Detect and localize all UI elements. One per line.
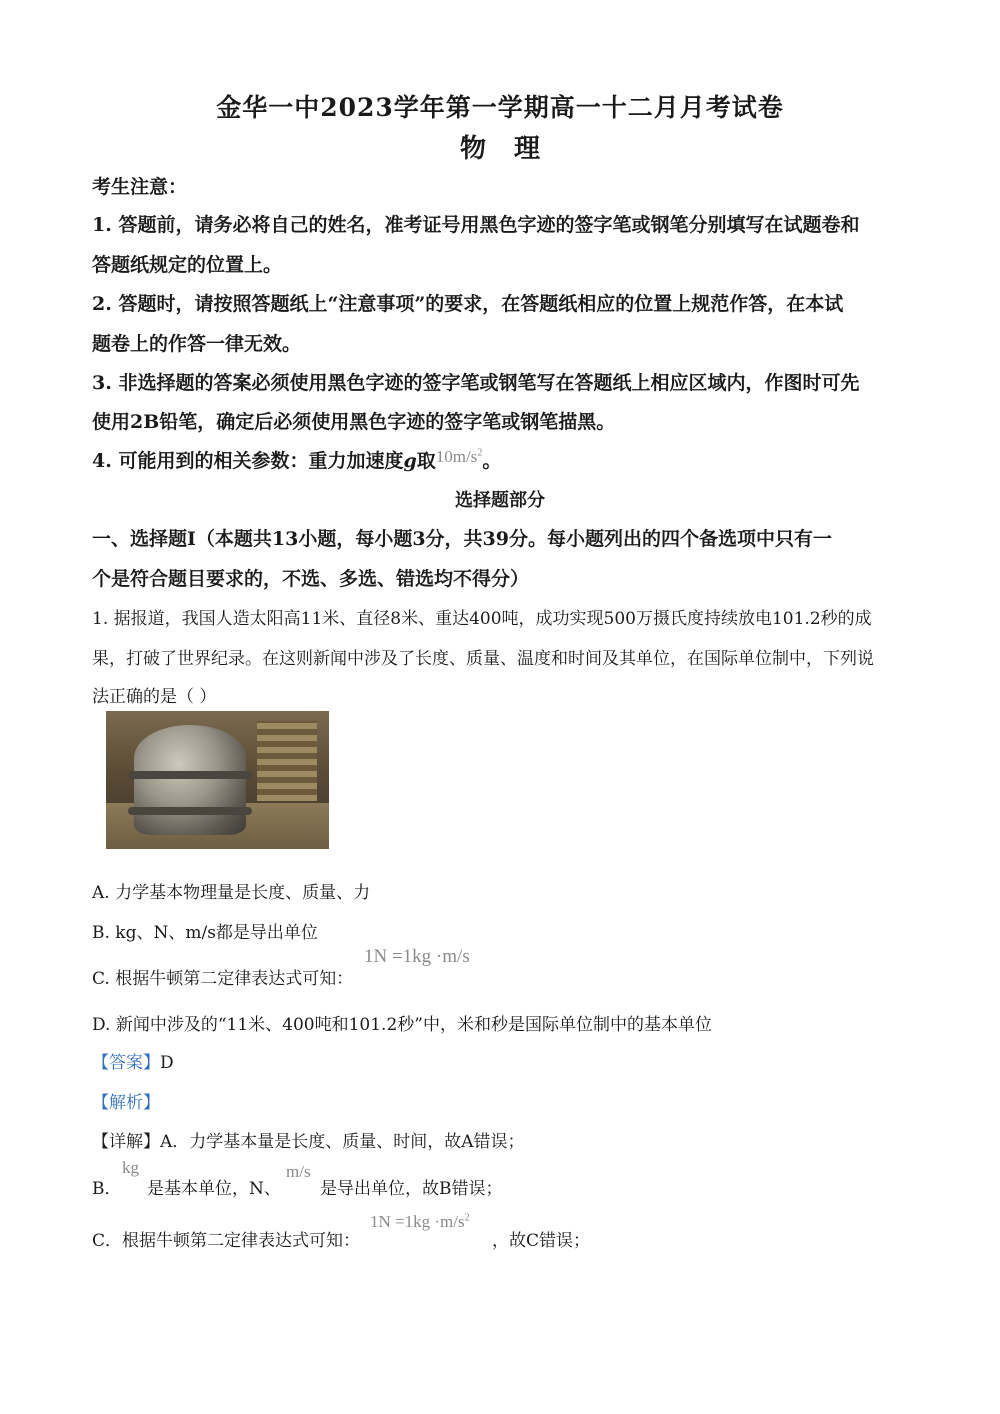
option-b: B. kg、N、m/s都是导出单位 [92,923,318,943]
detail-b-prefix: B． [92,1179,122,1199]
part-heading-line-2: 个是符合题目要求的，不选、多选、错选均不得分） [92,568,530,590]
photo-ring-1 [128,771,252,779]
tokamak-photo [106,711,329,849]
detail-c-formula-text: 1N =1kg ·m/s [370,1212,465,1231]
notice-item-2-line-2: 题卷上的作答一律无效。 [92,333,302,355]
notice-item-4-suffix: 。 [482,450,502,472]
detail-b-kg: kg [122,1158,139,1177]
answer-tag: 【答案】 [92,1053,160,1073]
part-heading-line-1: 一、选择题Ⅰ（本题共13小题，每小题3分，共39分。每小题列出的四个备选项中只有一 [92,528,832,550]
detail-c-formula [370,1212,470,1232]
answer-value: D [160,1053,174,1073]
exam-subject: 物理 [459,134,568,164]
detail-c-suffix: ，故C错误； [492,1231,591,1251]
notice-item-3-line-1: 3. 非选择题的答案必须使用黑色字迹的签字笔或钢笔写在答题纸上相应区域内，作图时可先 [92,372,860,394]
option-c-formula: 1N =1kg ·m/s [364,946,470,967]
detail-c-prefix: C．根据牛顿第二定律表达式可知： [92,1231,361,1251]
detail-c-formula-exponent: 2 [464,1212,470,1224]
photo-reactor [134,725,246,835]
detail-b-suffix: 是导出单位，故B错误； [320,1179,503,1199]
question-1-stem-line-2: 果，打破了世界纪录。在这则新闻中涉及了长度、质量、温度和时间及其单位，在国际单位制中，下列说 [92,649,874,669]
notice-item-1-line-1: 1. 答题前，请务必将自己的姓名，准考证号用黑色字迹的签字笔或钢笔分别填写在试题卷和 [92,214,860,236]
question-1-stem-line-3: 法正确的是（ ） [92,687,217,707]
question-1-stem-line-1: 1. 据报道，我国人造太阳高11米、直径8米、重达400吨，成功实现500万摄氏度持续放电101.2秒的成 [92,609,872,629]
exam-title: 金华一中2023学年第一学期高一十二月月考试卷 [216,93,784,122]
gravity-value-exponent: 2 [477,447,483,459]
photo-rack [257,721,317,801]
answer-line [92,1048,174,1073]
notice-item-3-line-2: 使用2B铅笔，确定后必须使用黑色字迹的签字笔或钢笔描黑。 [92,411,616,433]
gravity-symbol: g [403,450,417,472]
detail-b-mid: 是基本单位，N、 [147,1179,281,1199]
gravity-value [436,447,483,466]
notice-item-4-mid: 取 [416,450,436,472]
notice-item-1-line-2: 答题纸规定的位置上。 [92,254,283,276]
detail-a: 【详解】A．力学基本量是长度、质量、时间，故A错误； [92,1132,525,1152]
notice-item-4 [92,446,501,473]
photo-ring-2 [128,807,252,815]
option-a: A. 力学基本物理量是长度、质量、力 [92,883,371,903]
notice-heading: 考生注意： [92,176,188,198]
option-c: C. 根据牛顿第二定律表达式可知： [92,969,354,989]
gravity-value-text: 10m/s [435,447,478,466]
analysis-tag: 【解析】 [92,1093,160,1113]
option-d: D. 新闻中涉及的“11米、400吨和101.2秒”中，米和秒是国际单位制中的基本单位 [92,1015,712,1035]
notice-item-4-prefix: 4. 可能用到的相关参数：重力加速度 [92,450,404,472]
notice-item-2-line-1: 2. 答题时，请按照答题纸上“注意事项”的要求，在答题纸相应的位置上规范作答，在本试 [92,293,844,315]
detail-b-ms: m/s [286,1162,311,1181]
section-title: 选择题部分 [455,490,545,511]
